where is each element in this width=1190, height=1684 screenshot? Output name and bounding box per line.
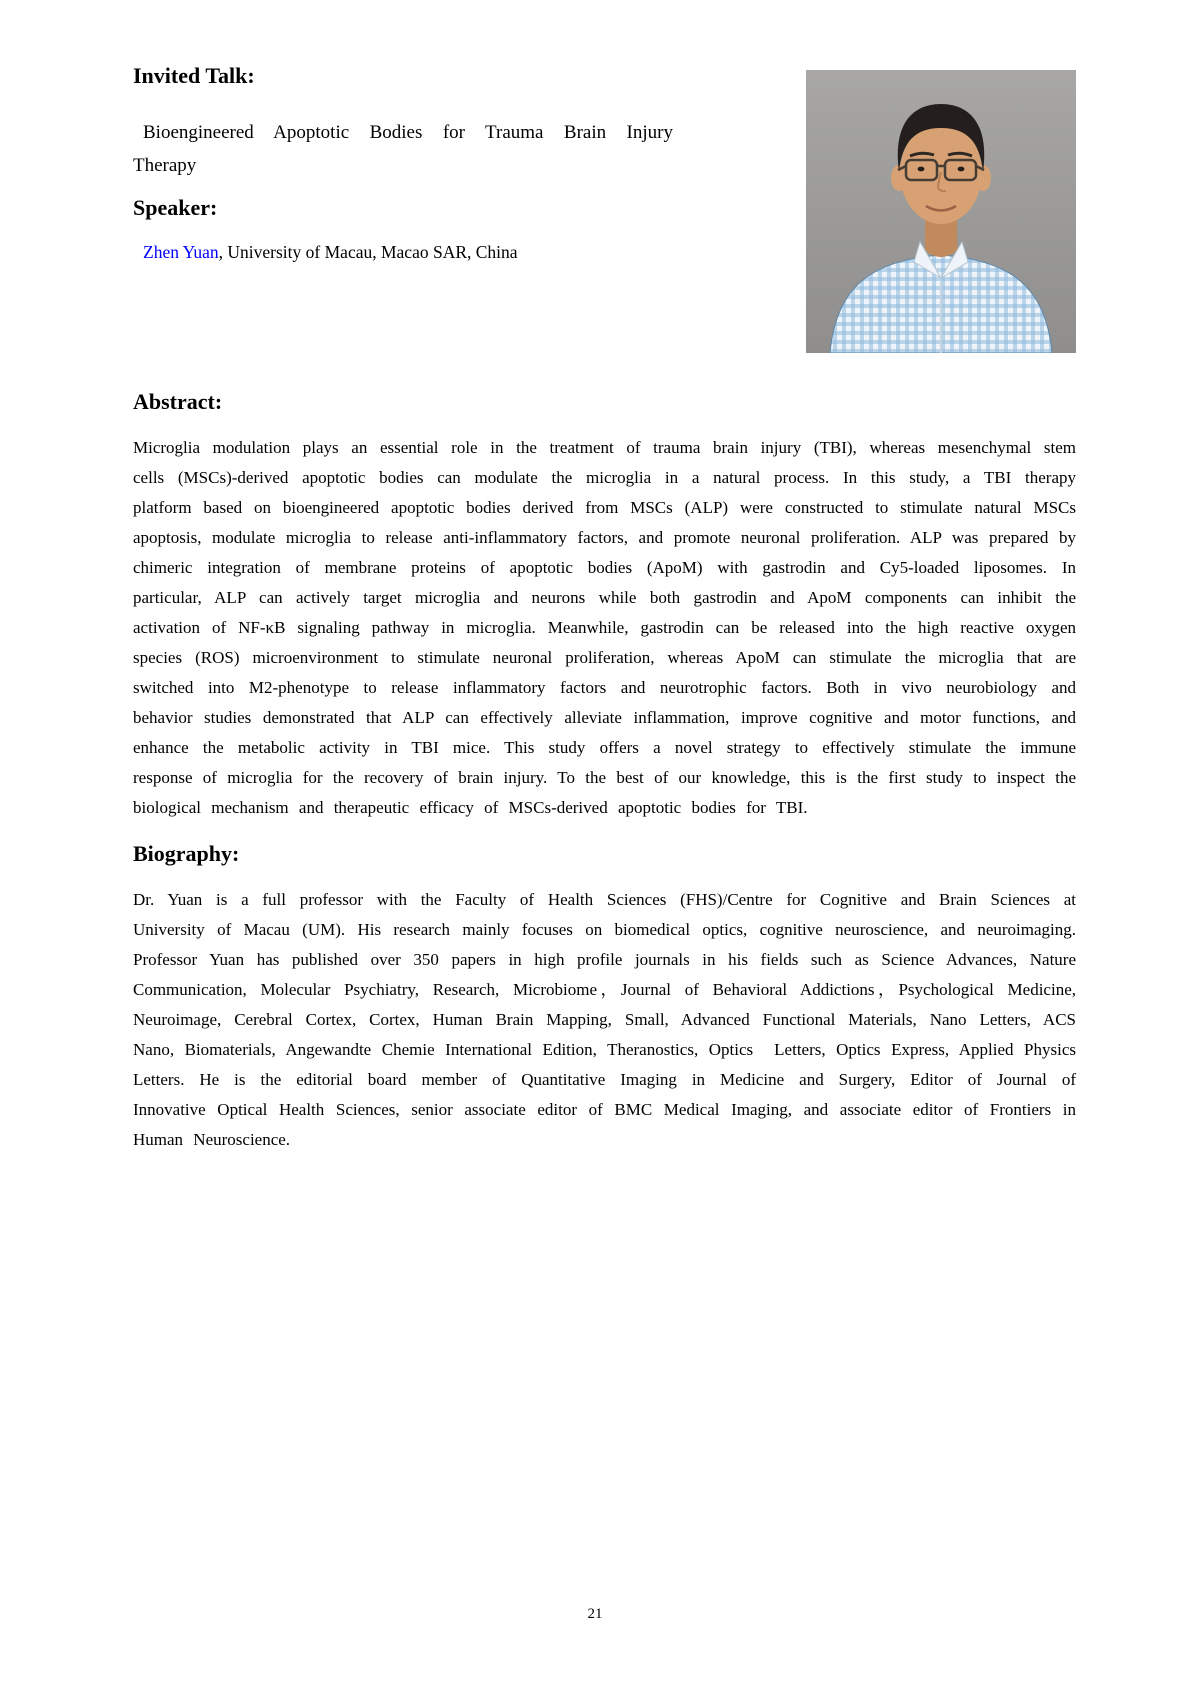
abstract-text: Microglia modulation plays an essential role in the treatment of trauma brain injury (TBI), whereas mesenchymal stem cells (MSCs)-derived apoptotic bodies can modulate the microglia in a natural process. In this study, a TBI therapy platform based on bioengineered apoptotic bodies derived from MSCs (ALP) were constructed to stimulate natural MSCs apoptosis, modulate microglia to release anti-inflammatory factors, and promote neuronal proliferation. ALP was prepared by chimeric integration of membrane proteins of apoptotic bodies (ApoM) with gastrodin and Cy5-loaded liposomes. In particular, ALP can actively target microglia and neurons while both gastrodin and ApoM components can inhibit the activation of NF-κB signaling pathway in microglia. Meanwhile, gastrodin can be released into the high reactive oxygen species (ROS) microenvironment to stimulate neuronal proliferation, whereas ApoM can stimulate the microglia that are switched into M2-phenotype to release inflammatory factors and neurotrophic factors. Both in vivo neurobiology and behavior studies demonstrated that ALP can effectively alleviate inflammation, improve cognitive and motor functions, and enhance the metabolic activity in TBI mice. This study offers a novel strategy to effectively stimulate the immune response of microglia for the recovery of brain injury. To the best of our knowledge, this is the first study to inspect the biological mechanism and therapeutic efficacy of MSCs-derived apoptotic bodies for TBI.: [133, 438, 1076, 817]
speaker-photo: [806, 70, 1076, 353]
speaker-name-link[interactable]: Zhen Yuan: [143, 242, 219, 262]
speaker-affiliation: , University of Macau, Macao SAR, China: [218, 242, 518, 262]
talk-title: Bioengineered Apoptotic Bodies for Trauma Brain Injury Therapy: [133, 122, 673, 176]
biography-heading: Biography:: [133, 841, 240, 866]
invited-talk-heading: Invited Talk:: [133, 63, 255, 88]
biography-text: Dr. Yuan is a full professor with the Faculty of Health Sciences (FHS)/Centre for Cognitive and Brain Sciences at University of Macau (UM). His research mainly focuses on biomedical optics, cognitive neuroscience, and neuroimaging. Professor Yuan has published over 350 papers in high profile journals in his fields such as Science Advances, Nature Communication, Molecular Psychiatry, Research, Microbiome，Journal of Behavioral Addictions，Psychological Medicine, Neuroimage, Cerebral Cortex, Cortex, Human Brain Mapping, Small, Advanced Functional Materials, Nano Letters, ACS Nano, Biomaterials, Angewandte Chemie International Edition, Theranostics, Optics Letters, Optics Express, Applied Physics Letters. He is the editorial board member of Quantitative Imaging in Medicine and Surgery, Editor of Journal of Innovative Optical Health Sciences, senior associate editor of BMC Medical Imaging, and associate editor of Frontiers in Human Neuroscience.: [133, 890, 1076, 1149]
page-number: 21: [587, 1606, 603, 1622]
speaker-heading: Speaker:: [133, 195, 218, 220]
abstract-heading: Abstract:: [133, 389, 223, 414]
talk-header: [133, 62, 1076, 360]
speaker-portrait-image: [806, 70, 1076, 353]
